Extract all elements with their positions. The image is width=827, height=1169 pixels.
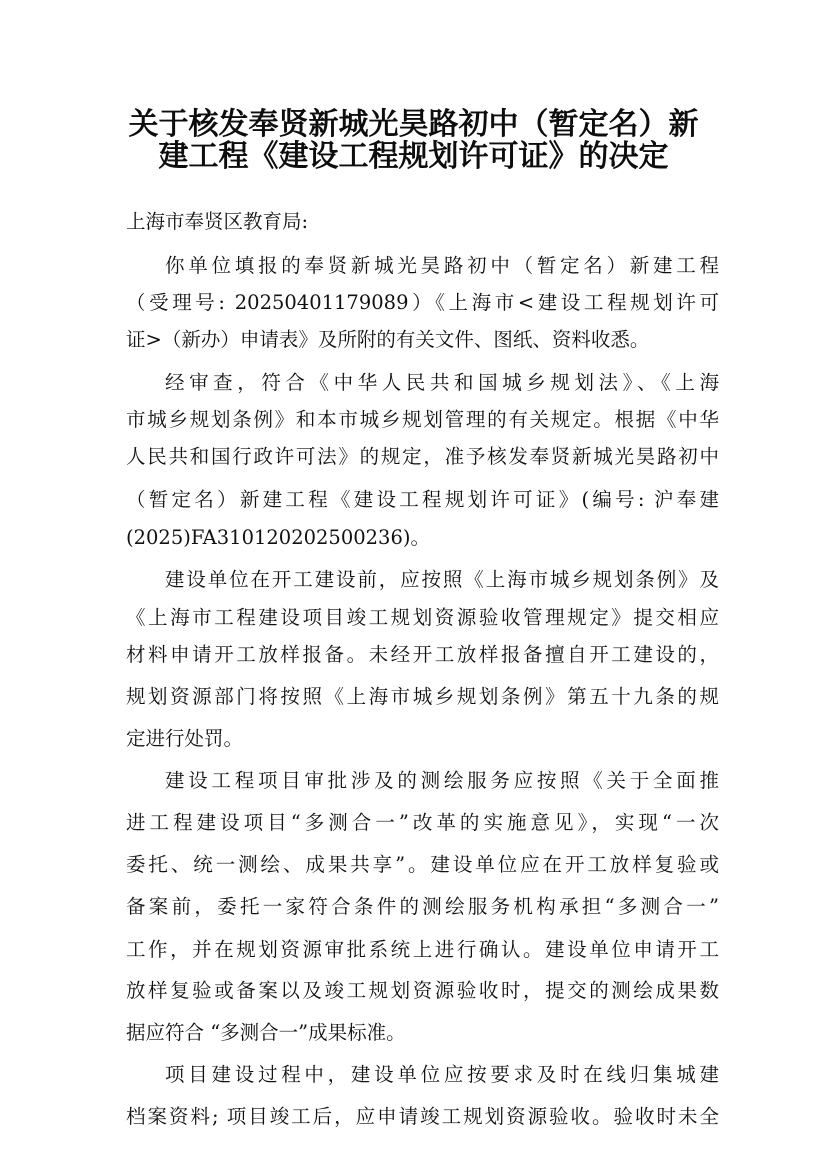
paragraph-1-line-3: 证>（新办）申请表》及所附的有关文件、图纸、资料收悉。 — [126, 328, 650, 351]
paragraph-3-line-5: 定进行处罚。 — [126, 727, 244, 750]
paragraph-2-line-5: (2025)FA310120202500236)。 — [126, 526, 430, 549]
paragraph-2-line-4: （暂定名）新建工程《建设工程规划许可证》(编号: 沪奉建 — [126, 488, 719, 511]
paragraph-4-line-1: 建设工程项目审批涉及的测绘服务应按照《关于全面推 — [165, 769, 719, 792]
paragraph-1-line-1: 你单位填报的奉贤新城光昊路初中（暂定名）新建工程 — [165, 254, 719, 277]
paragraph-3-line-3: 材料申请开工放样报备。未经开工放样报备擅自开工建设的， — [126, 643, 719, 666]
paragraph-3-line-2: 《上海市工程建设项目竣工规划资源验收管理规定》提交相应 — [126, 606, 719, 629]
paragraph-4-line-7: 据应符合 “多测合一”成果标准。 — [126, 1021, 406, 1044]
paragraph-2-line-3: 人民共和国行政许可法》的规定，准予核发奉贤新城光昊路初中 — [126, 445, 719, 468]
paragraph-3-line-1: 建设单位在开工建设前，应按照《上海市城乡规划条例》及 — [165, 568, 719, 591]
paragraph-4-line-3: 委托、统一测绘、成果共享”。建设单位应在开工放样复验或 — [126, 853, 719, 876]
paragraph-4-line-2: 进工程建设项目“多测合一”改革的实施意见》，实现“一次 — [126, 811, 719, 834]
paragraph-4-line-4: 备案前，委托一家符合条件的测绘服务机构承担“多测合一” — [126, 895, 719, 918]
paragraph-1-line-2: （受理号: 20250401179089）《上海市<建设工程规划许可 — [126, 291, 719, 314]
paragraph-5-line-1: 项目建设过程中，建设单位应按要求及时在线归集城建 — [165, 1063, 719, 1086]
document-title-line-1: 关于核发奉贤新城光昊路初中（暂定名）新 — [128, 107, 699, 142]
paragraph-2-line-2: 市城乡规划条例》和本市城乡规划管理的有关规定。根据《中华 — [126, 408, 719, 431]
paragraph-3-line-4: 规划资源部门将按照《上海市城乡规划条例》第五十九条的规 — [126, 685, 719, 708]
paragraph-4-line-6: 放样复验或备案以及竣工规划资源验收时，提交的测绘成果数 — [126, 979, 719, 1002]
paragraph-4-line-5: 工作，并在规划资源审批系统上进行确认。建设单位申请开工 — [126, 938, 719, 961]
document-title-line-2: 建工程《建设工程规划许可证》的决定 — [158, 139, 669, 174]
paragraph-5-line-2: 档案资料; 项目竣工后，应申请竣工规划资源验收。验收时未全 — [126, 1105, 719, 1128]
salutation: 上海市奉贤区教育局: — [126, 210, 309, 233]
paragraph-2-line-1: 经审查，符合《中华人民共和国城乡规划法》、《上海 — [165, 371, 719, 394]
